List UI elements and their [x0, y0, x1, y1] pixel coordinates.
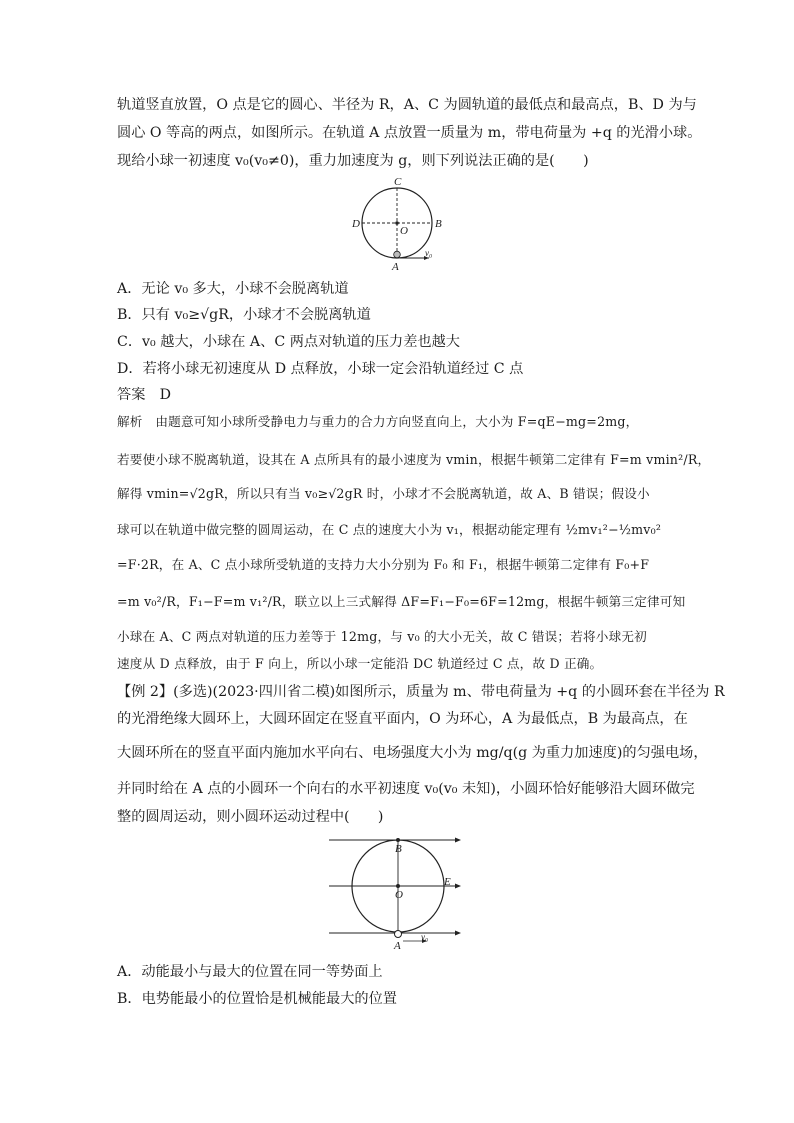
- label-velocity: v₀: [421, 932, 429, 942]
- q1-option-d: D．若将小球无初速度从 D 点释放，小球一定会沿轨道经过 C 点: [117, 361, 524, 377]
- center-point: [395, 221, 399, 225]
- point-o: [396, 884, 400, 888]
- small-ring: [395, 931, 402, 938]
- small-ball: [394, 251, 401, 258]
- q1-analysis-line-2: 若要使小球不脱离轨道，设其在 A 点所具有的最小速度为 vmin，根据牛顿第二定律有 F=m vmin²/R，: [117, 452, 711, 467]
- q1-option-b: B．只有 v₀≥√gR，小球才不会脱离轨道: [117, 307, 371, 323]
- label-top: C: [394, 176, 402, 188]
- label-right: B: [435, 218, 442, 230]
- q1-option-a: A．无论 v₀ 多大，小球不会脱离轨道: [117, 281, 349, 297]
- circular-track-figure: [345, 174, 445, 274]
- label-bottom: A: [392, 261, 399, 273]
- label-top: B: [395, 843, 402, 855]
- q1-analysis-line-5: =F·2R，在 A、C 点小球所受轨道的支持力大小分别为 F₀ 和 F₁，根据牛顿第二定律有 F₀+F: [117, 557, 650, 572]
- q2-option-a: A．动能最小与最大的位置在同一等势面上: [117, 964, 383, 980]
- q1-stem-line-1: 轨道竖直放置，O 点是它的圆心、半径为 R，A、C 为圆轨道的最低点和最高点，B、D 为与: [117, 97, 697, 113]
- point-b: [396, 838, 400, 842]
- q2-stem-line-5: 整的圆周运动，则小圆环运动过程中( ): [117, 809, 384, 825]
- q1-analysis-line-3: 解得 vmin=√2gR，所以只有当 v₀≥√2gR 时，小球才不会脱离轨道，故 A、B 错误；假设小: [117, 486, 650, 501]
- q2-stem-line-4: 并同时给在 A 点的小圆环一个向右的水平初速度 v₀(v₀ 未知)，小圆环恰好能够沿大圆环做完: [117, 781, 695, 797]
- q1-stem-line-3: 现给小球一初速度 v₀(v₀≠0)，重力加速度为 g，则下列说法正确的是( ): [117, 153, 589, 169]
- label-center: O: [400, 225, 408, 237]
- label-right: E: [444, 876, 451, 888]
- label-velocity: v₀: [425, 248, 433, 258]
- q1-analysis-line-7: 小球在 A、C 两点对轨道的压力差等于 12mg，与 v₀ 的大小无关，故 C 错误；若将小球无初: [117, 629, 647, 644]
- q1-answer: 答案 D: [117, 387, 171, 403]
- label-center: O: [395, 889, 403, 901]
- q2-stem-line-3: 大圆环所在的竖直平面内施加水平向右、电场强度大小为 mg/q(g 为重力加速度)的匀强电场，: [117, 745, 708, 761]
- q1-analysis-line-1: 解析 由题意可知小球所受静电力与重力的合力方向竖直向上，大小为 F=qE−mg=2mg，: [117, 414, 639, 429]
- q1-stem-line-2: 圆心 O 等高的两点，如图所示。在轨道 A 点放置一质量为 m，带电荷量为 +q 的光滑小球。: [117, 125, 702, 141]
- ring-in-field-figure: [325, 830, 465, 950]
- q1-analysis-line-4: 球可以在轨道中做完整的圆周运动，在 C 点的速度大小为 v₁，根据动能定理有 ½mv₁²−½mv₀²: [117, 522, 662, 537]
- q2-stem-line-1: 【例 2】(多选)(2023·四川省二模)如图所示，质量为 m、带电荷量为 +q 的小圆环套在半径为 R: [117, 684, 725, 700]
- q1-analysis-line-8: 速度从 D 点释放，由于 F 向上，所以小球一定能沿 DC 轨道经过 C 点，故 D 正确。: [117, 656, 603, 671]
- q1-analysis-line-6: =m v₀²/R，F₁−F=m v₁²/R，联立以上三式解得 ΔF=F₁−F₀=6F=12mg，根据牛顿第三定律可知: [117, 594, 686, 609]
- label-left: D: [352, 218, 360, 230]
- label-bottom: A: [394, 940, 401, 950]
- q2-stem-line-2: 的光滑绝缘大圆环上，大圆环固定在竖直平面内，O 为环心，A 为最低点，B 为最高点，在: [117, 711, 688, 727]
- q1-option-c: C．v₀ 越大，小球在 A、C 两点对轨道的压力差也越大: [117, 334, 460, 350]
- q2-option-b: B．电势能最小的位置恰是机械能最大的位置: [117, 991, 397, 1007]
